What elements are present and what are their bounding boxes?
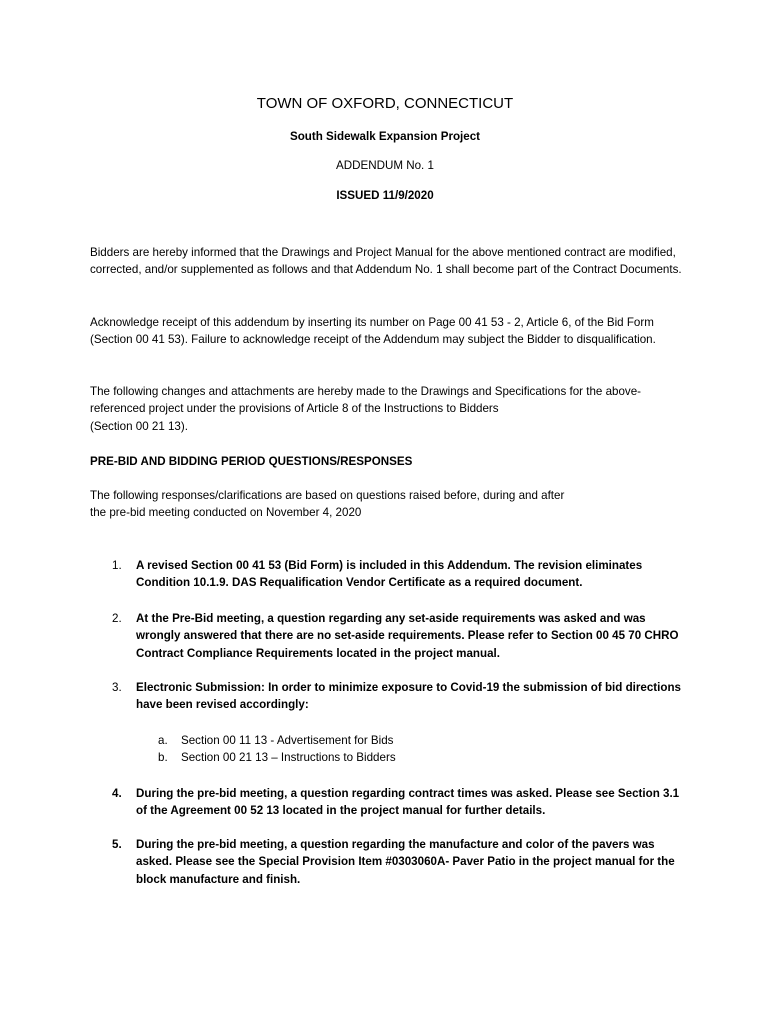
list-item: [112, 785, 692, 820]
sub-list-item-text: Section 00 11 13 - Advertisement for Bids: [181, 734, 394, 747]
addendum-number: ADDENDUM No. 1: [336, 159, 434, 172]
project-name: South Sidewalk Expansion Project: [289, 130, 481, 143]
list-item-text: During the pre-bid meeting, a question regarding the manufacture and color of the pavers was asked. Please see the Special Provision Item #0303060A- Paver Patio in the project manual for the block manufacture and finish.: [136, 838, 675, 886]
list-item: [112, 836, 692, 888]
responses-paragraph-line-1: The following responses/clarifications are based on questions raised before, during and after: [90, 489, 565, 502]
changes-paragraph-line-2: (Section 00 21 13).: [90, 419, 188, 433]
section-heading: PRE-BID AND BIDDING PERIOD QUESTIONS/RESPONSES: [90, 455, 413, 468]
responses-paragraph-line-2: the pre-bid meeting conducted on November 4, 2020: [90, 506, 362, 520]
list-item-text: A revised Section 00 41 53 (Bid Form) is included in this Addendum. The revision eliminates Condition 10.1.9. DAS Requalification Vendor Certificate as a required document.: [136, 559, 643, 590]
list-item-number: 1.: [112, 559, 122, 572]
sub-list-item: [158, 749, 678, 766]
changes-paragraph: [90, 383, 690, 435]
responses-paragraph: [90, 487, 690, 522]
list-item-text: Electronic Submission: In order to minimize exposure to Covid-19 the submission of bid directions have been revised accordingly:: [136, 681, 681, 712]
list-item-number: 4.: [112, 787, 122, 800]
list-item-number: 3.: [112, 681, 122, 694]
list-item-text: During the pre-bid meeting, a question regarding contract times was asked. Please see Section 3.1 of the Agreement 00 52 13 located in the project manual for further details.: [136, 787, 680, 818]
list-item-number: 2.: [112, 612, 122, 625]
issued-date: ISSUED 11/9/2020: [336, 189, 434, 202]
acknowledge-paragraph: Acknowledge receipt of this addendum by inserting its number on Page 00 41 53 - 2, Article 6, of the Bid Form (Section 00 41 53). Failure to acknowledge receipt of the Addendum may subject the Bidder to disqualification.: [90, 316, 656, 347]
sub-list-item-text: Section 00 21 13 – Instructions to Bidders: [181, 751, 396, 764]
changes-paragraph-line-1: The following changes and attachments are hereby made to the Drawings and Specifications for the above-referenced project under the provisions of Article 8 of the Instructions to Bidders: [90, 385, 642, 416]
list-item: [112, 557, 692, 592]
list-item-text: At the Pre-Bid meeting, a question regarding any set-aside requirements was asked and was wrongly answered that there are no set-aside requirements. Please refer to Section 00 45 70 CHRO Contract Compliance Requirements located in the project manual.: [136, 612, 679, 660]
list-item: [112, 610, 692, 662]
list-item: [112, 679, 692, 714]
sub-list-item: [158, 732, 678, 749]
list-item-number: 5.: [112, 838, 122, 851]
document-title: TOWN OF OXFORD, CONNECTICUT: [256, 95, 514, 112]
sub-list-item-letter: b.: [158, 751, 168, 764]
intro-paragraph: Bidders are hereby informed that the Drawings and Project Manual for the above mentioned contract are modified, corrected, and/or supplemented as follows and that Addendum No. 1 shall become part of the Contract Documents.: [90, 246, 682, 277]
sub-list-item-letter: a.: [158, 734, 168, 747]
